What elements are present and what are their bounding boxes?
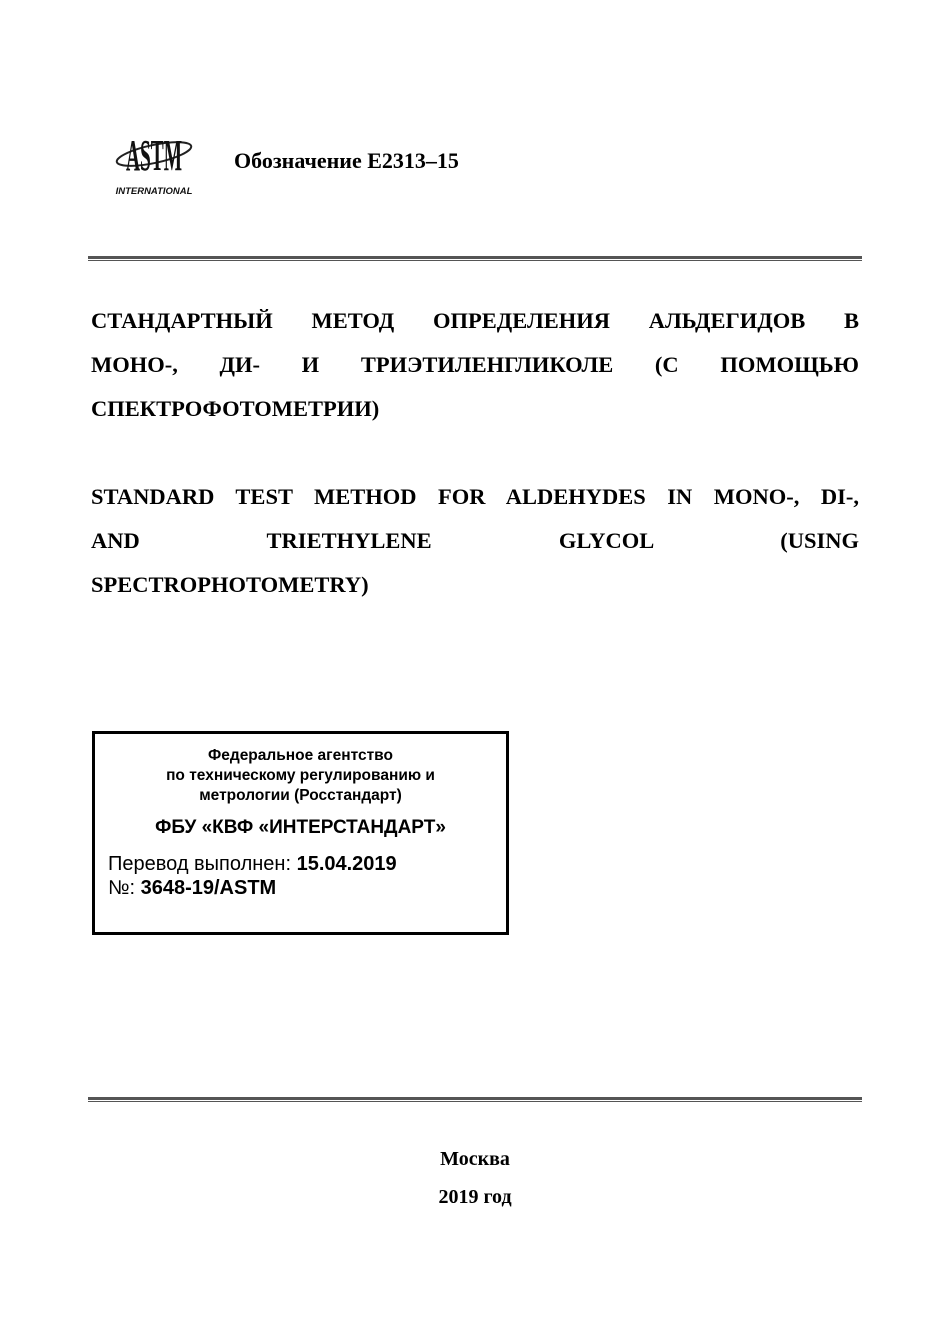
translation-number: 3648-19/ASTM	[140, 877, 277, 899]
translated-date: 15.04.2019	[296, 853, 397, 875]
title-en-line: STANDARD TEST METHOD FOR ALDEHYDES IN MONO-, DI-,	[91, 484, 859, 509]
translated-label: Перевод выполнен:	[108, 853, 297, 875]
designation: Обозначение E2313–15	[234, 148, 459, 173]
translated-line	[108, 852, 506, 876]
organization: ФБУ «КВФ «ИНТЕРСТАНДАРТ»	[155, 817, 446, 838]
svg-text:INTERNATIONAL: INTERNATIONAL	[115, 186, 193, 197]
year: 2019 год	[438, 1186, 512, 1208]
city: Москва	[440, 1148, 510, 1170]
agency-line: Федеральное агентство	[208, 747, 393, 764]
title-en-line: AND TRIETHYLENE GLYCOL (USING	[91, 528, 859, 553]
agency-line: метрологии (Росстандарт)	[199, 787, 402, 804]
title-en-line: SPECTROPHOTOMETRY)	[91, 572, 369, 597]
title-ru-line: СТАНДАРТНЫЙ МЕТОД ОПРЕДЕЛЕНИЯ АЛЬДЕГИДОВ В	[91, 308, 859, 333]
top-divider	[88, 256, 862, 261]
title-ru-line: МОНО-, ДИ- И ТРИЭТИЛЕНГЛИКОЛЕ (С ПОМОЩЬЮ	[91, 352, 859, 377]
translation-stamp	[92, 731, 509, 935]
number-line	[108, 876, 506, 900]
number-label: №:	[108, 877, 141, 899]
svg-text:ASTM: ASTM	[126, 131, 182, 180]
bottom-divider	[88, 1097, 862, 1102]
astm-logo	[112, 124, 196, 198]
title-ru-line: СПЕКТРОФОТОМЕТРИИ)	[91, 396, 380, 421]
agency-line: по техническому регулированию и	[166, 767, 435, 784]
